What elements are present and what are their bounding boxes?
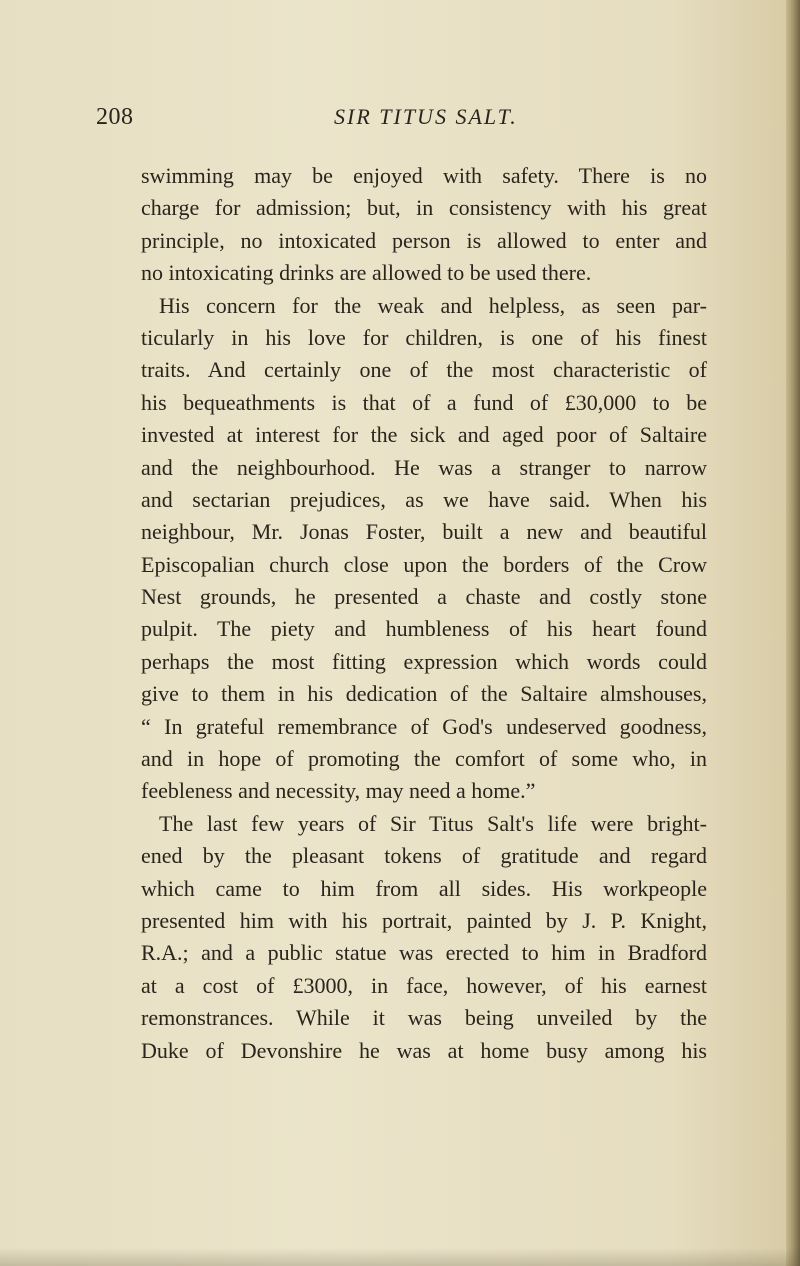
text-line: charge for admission; but, in consistency with his great — [141, 195, 707, 221]
text-line: presented him with his portrait, painted by J. P. Knight, — [141, 907, 707, 933]
page-header — [96, 104, 696, 144]
text-line: perhaps the most fitting expression which words could — [141, 648, 707, 674]
text-line: neighbour, Mr. Jonas Foster, built a new and beautiful — [141, 519, 707, 545]
text-line: no intoxicating drinks are allowed to be used there. — [141, 260, 592, 286]
text-line: principle, no intoxicated person is allowed to enter and — [141, 227, 707, 253]
text-line: ticularly in his love for children, is one of his finest — [141, 324, 707, 350]
text-line: Episcopalian church close upon the borders of the Crow — [141, 551, 707, 577]
text-line: and in hope of promoting the comfort of some who, in — [141, 746, 707, 772]
text-line: pulpit. The piety and humbleness of his heart found — [141, 616, 707, 642]
body-text — [141, 160, 707, 1067]
text-line: The last few years of Sir Titus Salt's life were bright- — [159, 810, 707, 836]
text-line: give to them in his dedication of the Saltaire almshouses, — [141, 681, 707, 707]
text-line: Nest grounds, he presented a chaste and costly stone — [141, 584, 707, 610]
running-head: SIR TITUS SALT. — [334, 104, 518, 129]
page-bottom-shadow — [0, 1248, 800, 1266]
text-line: traits. And certainly one of the most characteristic of — [141, 357, 707, 383]
text-line: “ In grateful remembrance of God's undeserved goodness, — [141, 713, 707, 739]
text-line: which came to him from all sides. His workpeople — [141, 875, 707, 901]
text-line: and the neighbourhood. He was a stranger to narrow — [141, 454, 707, 480]
text-line: Duke of Devonshire he was at home busy among his — [141, 1037, 707, 1063]
text-line: ened by the pleasant tokens of gratitude and regard — [141, 843, 707, 869]
text-line: and sectarian prejudices, as we have said. When his — [141, 486, 707, 512]
page-edge-shadow — [786, 0, 800, 1266]
text-line: R.A.; and a public statue was erected to him in Bradford — [141, 940, 707, 966]
text-line: swimming may be enjoyed with safety. There is no — [141, 163, 707, 188]
text-line: at a cost of £3000, in face, however, of his earnest — [141, 972, 707, 998]
page-number: 208 — [96, 104, 134, 130]
text-line: remonstrances. While it was being unveiled by the — [141, 1005, 707, 1031]
text-line: his bequeathments is that of a fund of £30,000 to be — [141, 389, 707, 415]
text-line: feebleness and necessity, may need a home.” — [141, 778, 536, 804]
text-line: invested at interest for the sick and aged poor of Saltaire — [141, 422, 707, 448]
text-line: His concern for the weak and helpless, as seen par- — [159, 292, 707, 318]
